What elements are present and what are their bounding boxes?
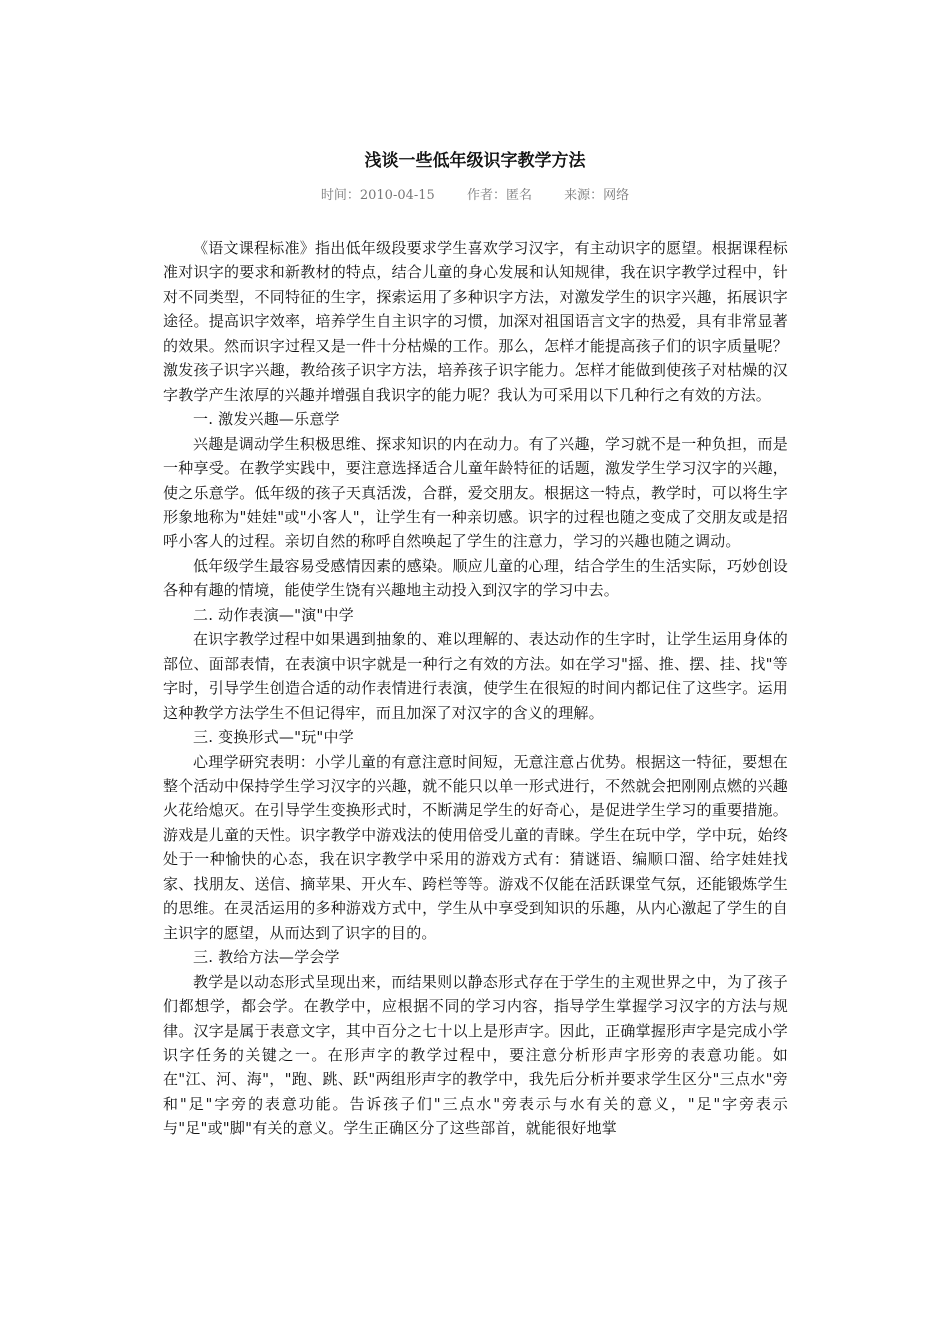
paragraph: 教学是以动态形式呈现出来，而结果则以静态形式存在于学生的主观世界之中，为了孩子们都想学，都会学。在教学中，应根据不同的学习内容，指导学生掌握学习汉字的方法与规律。汉字是属于表意文字，其中百分之七十以上是形声字。因此，正确掌握形声字是完成小学识字任务的关键之一。在形声字的教学过程中，要注意分析形声字形旁的表意功能。如在"江、河、海"，"跑、跳、跃"两组形声字的教学中，我先后分析并要求学生区分"三点水"旁和"足"字旁的表意功能。告诉孩子们"三点水"旁表示与水有关的意义，"足"字旁表示与"足"或"脚"有关的意义。学生正确区分了这些部首，就能很好地掌: [163, 972, 788, 1138]
article-meta: [0, 186, 950, 206]
author: 作者：匿名: [466, 188, 532, 203]
source: 来源：网络: [564, 188, 630, 203]
section-heading-3: 三. 变换形式—"玩"中学: [193, 728, 354, 747]
paragraph: 兴趣是调动学生积极思维、探求知识的内在动力。有了兴趣，学习就不是一种负担，而是一种享受。在教学实践中，要注意选择适合儿童年龄特征的话题，激发学生学习汉字的兴趣，使之乐意学。低年级的孩子天真活泼，合群，爱交朋友。根据这一特点，教学时，可以将生字形象地称为"娃娃"或"小客人"，让学生有一种亲切感。识字的过程也随之变成了交朋友或是招呼小客人的过程。亲切自然的称呼自然唤起了学生的注意力，学习的兴趣也随之调动。: [163, 434, 788, 551]
section-heading-4: 三. 教给方法—学会学: [193, 948, 340, 967]
article-title: 浅谈一些低年级识字教学方法: [364, 151, 586, 171]
paragraph: 在识字教学过程中如果遇到抽象的、难以理解的、表达动作的生字时，让学生运用身体的部位、面部表情，在表演中识字就是一种行之有效的方法。如在学习"摇、推、摆、挂、找"等字时，引导学生创造合适的动作表情进行表演，使学生在很短的时间内都记住了这些字。运用这种教学方法学生不但记得牢，而且加深了对汉字的含义的理解。: [163, 630, 788, 722]
paragraph: 心理学研究表明：小学儿童的有意注意时间短，无意注意占优势。根据这一特征，要想在整个活动中保持学生学习汉字的兴趣，就不能只以单一形式进行，不然就会把刚刚点燃的兴趣火花给熄灭。在引导学生变换形式时，不断满足学生的好奇心，是促进学生学习的重要措施。游戏是儿童的天性。识字教学中游戏法的使用倍受儿童的青睐。学生在玩中学，学中玩，始终处于一种愉快的心态，我在识字教学中采用的游戏方式有：猜谜语、编顺口溜、给字娃娃找家、找朋友、送信、摘苹果、开火车、跨栏等等。游戏不仅能在活跃课堂气氛，还能锻炼学生的思维。在灵活运用的多种游戏方式中，学生从中享受到知识的乐趣，从内心激起了学生的自主识字的愿望，从而达到了识字的目的。: [163, 752, 788, 942]
section-heading-1: 一. 激发兴趣—乐意学: [193, 410, 340, 429]
section-heading-2: 二. 动作表演—"演"中学: [193, 605, 354, 624]
paragraph: 低年级学生最容易受感情因素的感染。顺应儿童的心理，结合学生的生活实际，巧妙创设各种有趣的情境，能使学生饶有兴趣地主动投入到汉字的学习中去。: [163, 556, 788, 600]
publish-time: 时间：2010-04-15: [320, 188, 435, 203]
article-body: [163, 236, 788, 1141]
paragraph-intro: 《语文课程标准》指出低年级段要求学生喜欢学习汉字，有主动识字的愿望。根据课程标准对识字的要求和新教材的特点，结合儿童的身心发展和认知规律，我在识字教学过程中，针对不同类型，不同特征的生字，探索运用了多种识字方法，对激发学生的识字兴趣，拓展识字途径。提高识字效率，培养学生自主识字的习惯，加深对祖国语言文字的热爱，具有非常显著的效果。然而识字过程又是一件十分枯燥的工作。那么，怎样才能提高孩子们的识字质量呢？激发孩子识字兴趣，教给孩子识字方法，培养孩子识字能力。怎样才能做到使孩子对枯燥的汉字教学产生浓厚的兴趣并增强自我识字的能力呢？我认为可采用以下几种行之有效的方法。: [163, 239, 788, 404]
